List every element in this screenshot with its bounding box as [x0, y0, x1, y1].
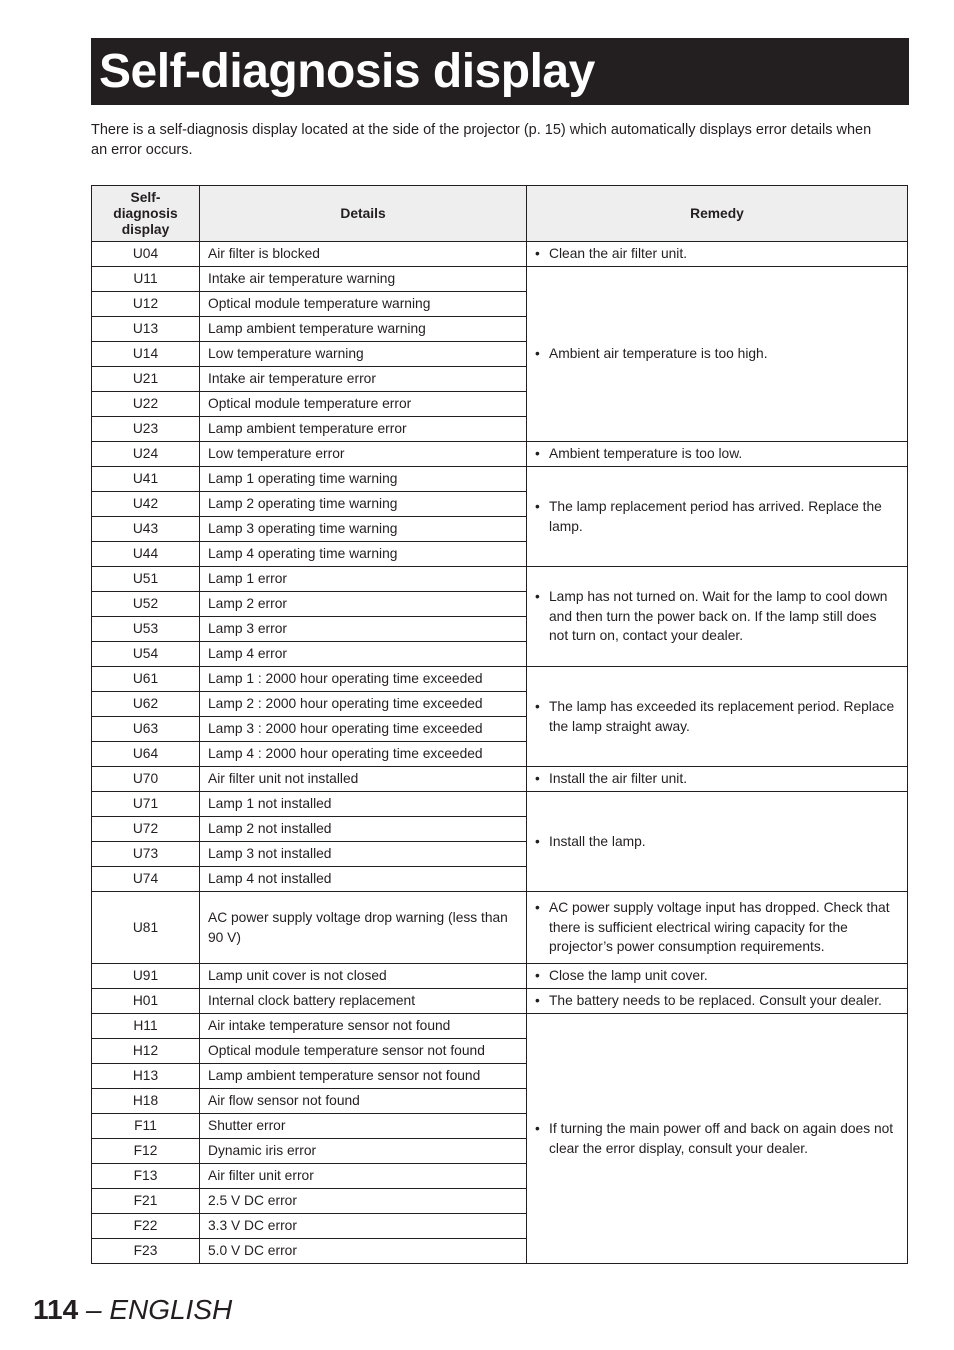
- remedy-cell: [527, 442, 908, 467]
- error-details: Lamp 2 : 2000 hour operating time exceeded: [200, 692, 527, 717]
- error-code: U41: [92, 467, 200, 492]
- error-code: U51: [92, 567, 200, 592]
- remedy-text: Close the lamp unit cover.: [549, 968, 708, 984]
- error-code: F13: [92, 1164, 200, 1189]
- header-code: Self-diagnosis display: [92, 186, 200, 242]
- error-code: U74: [92, 867, 200, 892]
- error-details: Intake air temperature warning: [200, 267, 527, 292]
- remedy-cell: [527, 242, 908, 267]
- error-details: Air filter is blocked: [200, 242, 527, 267]
- error-details: Low temperature error: [200, 442, 527, 467]
- footer-separator: –: [85, 1294, 102, 1325]
- remedy-text: Clean the air filter unit.: [549, 246, 688, 262]
- remedy-text: Install the lamp.: [549, 833, 646, 849]
- remedy-cell: [527, 767, 908, 792]
- error-code: F22: [92, 1214, 200, 1239]
- error-code: U42: [92, 492, 200, 517]
- remedy-cell: [527, 467, 908, 567]
- error-code: U22: [92, 392, 200, 417]
- bullet-icon: •: [535, 833, 540, 849]
- error-code: U73: [92, 842, 200, 867]
- title-bar: [91, 38, 909, 105]
- bullet-icon: •: [535, 246, 540, 262]
- bullet-icon: •: [535, 499, 540, 514]
- error-details: Lamp 3 operating time warning: [200, 517, 527, 542]
- page-number: 114: [33, 1294, 79, 1325]
- error-details: Lamp 4 error: [200, 642, 527, 667]
- error-details: Lamp 1 error: [200, 567, 527, 592]
- error-code: U81: [92, 892, 200, 964]
- table-row: [92, 964, 908, 989]
- error-details: Lamp 3 not installed: [200, 842, 527, 867]
- error-code: H01: [92, 989, 200, 1014]
- error-details: Intake air temperature error: [200, 367, 527, 392]
- table-row: [92, 792, 908, 817]
- remedy-cell: [527, 989, 908, 1014]
- error-code: H18: [92, 1089, 200, 1114]
- bullet-icon: •: [535, 589, 540, 605]
- table-row: [92, 667, 908, 692]
- error-code: U53: [92, 617, 200, 642]
- error-code: H11: [92, 1014, 200, 1039]
- table-row: [92, 567, 908, 592]
- bullet-icon: •: [535, 771, 540, 787]
- error-details: Air filter unit not installed: [200, 767, 527, 792]
- error-code: U72: [92, 817, 200, 842]
- table-row: [92, 767, 908, 792]
- bullet-icon: •: [535, 968, 540, 984]
- remedy-text: Lamp has not turned on. Wait for the lamp to cool down and then turn the power back on. If the lamp still does not turn on, contact your dealer.: [549, 589, 888, 644]
- error-details: Lamp 2 not installed: [200, 817, 527, 842]
- error-details: Dynamic iris error: [200, 1139, 527, 1164]
- remedy-cell: [527, 792, 908, 892]
- error-code: U63: [92, 717, 200, 742]
- error-details: Optical module temperature warning: [200, 292, 527, 317]
- error-code: U14: [92, 342, 200, 367]
- error-details: Shutter error: [200, 1114, 527, 1139]
- error-code: U91: [92, 964, 200, 989]
- remedy-cell: [527, 667, 908, 767]
- remedy-text: Install the air filter unit.: [549, 771, 688, 787]
- error-details: Lamp 4 : 2000 hour operating time exceeded: [200, 742, 527, 767]
- error-code: U24: [92, 442, 200, 467]
- page-title: Self-diagnosis display: [99, 45, 595, 98]
- error-code: U13: [92, 317, 200, 342]
- error-details: Lamp 4 not installed: [200, 867, 527, 892]
- self-diagnosis-table: [91, 185, 908, 1264]
- error-details: AC power supply voltage drop warning (less than 90 V): [200, 892, 527, 964]
- bullet-icon: •: [535, 346, 540, 362]
- remedy-cell: [527, 267, 908, 442]
- page-footer: [33, 1293, 232, 1327]
- table-row: [92, 1014, 908, 1039]
- error-code: U43: [92, 517, 200, 542]
- bullet-icon: •: [535, 1121, 540, 1136]
- error-code: U11: [92, 267, 200, 292]
- error-details: Air filter unit error: [200, 1164, 527, 1189]
- error-code: U54: [92, 642, 200, 667]
- error-code: U12: [92, 292, 200, 317]
- remedy-cell: [527, 1014, 908, 1264]
- table-row: [92, 267, 908, 292]
- error-code: F21: [92, 1189, 200, 1214]
- error-code: U61: [92, 667, 200, 692]
- table-row: [92, 442, 908, 467]
- footer-language: ENGLISH: [109, 1294, 233, 1325]
- table-row: [92, 892, 908, 964]
- error-details: Lamp 3 error: [200, 617, 527, 642]
- error-code: F11: [92, 1114, 200, 1139]
- error-details: Lamp 1 not installed: [200, 792, 527, 817]
- error-code: U04: [92, 242, 200, 267]
- error-details: 2.5 V DC error: [200, 1189, 527, 1214]
- error-details: Low temperature warning: [200, 342, 527, 367]
- table-row: [92, 989, 908, 1014]
- error-details: Air flow sensor not found: [200, 1089, 527, 1114]
- remedy-cell: [527, 964, 908, 989]
- error-details: Lamp 2 error: [200, 592, 527, 617]
- error-code: U44: [92, 542, 200, 567]
- error-details: Air intake temperature sensor not found: [200, 1014, 527, 1039]
- error-details: Lamp 3 : 2000 hour operating time exceeded: [200, 717, 527, 742]
- bullet-icon: •: [535, 993, 540, 1009]
- error-code: U70: [92, 767, 200, 792]
- error-details: Lamp 1 operating time warning: [200, 467, 527, 492]
- remedy-text: The battery needs to be replaced. Consult your dealer.: [549, 993, 882, 1009]
- bullet-icon: •: [535, 699, 540, 714]
- error-details: Lamp 2 operating time warning: [200, 492, 527, 517]
- table-row: [92, 242, 908, 267]
- bullet-icon: •: [535, 900, 540, 916]
- error-code: U62: [92, 692, 200, 717]
- error-code: H13: [92, 1064, 200, 1089]
- error-code: F23: [92, 1239, 200, 1264]
- error-details: Lamp 4 operating time warning: [200, 542, 527, 567]
- table-header-row: [92, 186, 908, 242]
- error-details: 5.0 V DC error: [200, 1239, 527, 1264]
- remedy-text: Ambient air temperature is too high.: [549, 346, 768, 362]
- remedy-text: The lamp replacement period has arrived. Replace the lamp.: [549, 499, 882, 534]
- error-details: Lamp ambient temperature error: [200, 417, 527, 442]
- remedy-text: Ambient temperature is too low.: [549, 446, 743, 462]
- remedy-cell: [527, 892, 908, 964]
- error-details: Lamp 1 : 2000 hour operating time exceeded: [200, 667, 527, 692]
- error-details: 3.3 V DC error: [200, 1214, 527, 1239]
- error-code: H12: [92, 1039, 200, 1064]
- remedy-text: AC power supply voltage input has dropped. Check that there is sufficient electrical wiring capacity for the projector’s power consumption requirements.: [549, 900, 890, 955]
- header-details: Details: [200, 186, 527, 242]
- error-code: U23: [92, 417, 200, 442]
- table-row: [92, 467, 908, 492]
- error-details: Optical module temperature sensor not found: [200, 1039, 527, 1064]
- error-code: F12: [92, 1139, 200, 1164]
- bullet-icon: •: [535, 446, 540, 462]
- error-details: Lamp unit cover is not closed: [200, 964, 527, 989]
- remedy-text: The lamp has exceeded its replacement period. Replace the lamp straight away.: [549, 699, 895, 734]
- remedy-cell: [527, 567, 908, 667]
- error-code: U21: [92, 367, 200, 392]
- error-details: Lamp ambient temperature sensor not found: [200, 1064, 527, 1089]
- error-details: Lamp ambient temperature warning: [200, 317, 527, 342]
- error-code: U71: [92, 792, 200, 817]
- intro-paragraph: There is a self-diagnosis display located at the side of the projector (p. 15) which automatically displays error details when an error occurs.: [91, 122, 872, 158]
- error-details: Internal clock battery replacement: [200, 989, 527, 1014]
- remedy-text: If turning the main power off and back on again does not clear the error display, consult your dealer.: [549, 1121, 894, 1156]
- header-remedy: Remedy: [527, 186, 908, 242]
- error-details: Optical module temperature error: [200, 392, 527, 417]
- error-code: U64: [92, 742, 200, 767]
- error-code: U52: [92, 592, 200, 617]
